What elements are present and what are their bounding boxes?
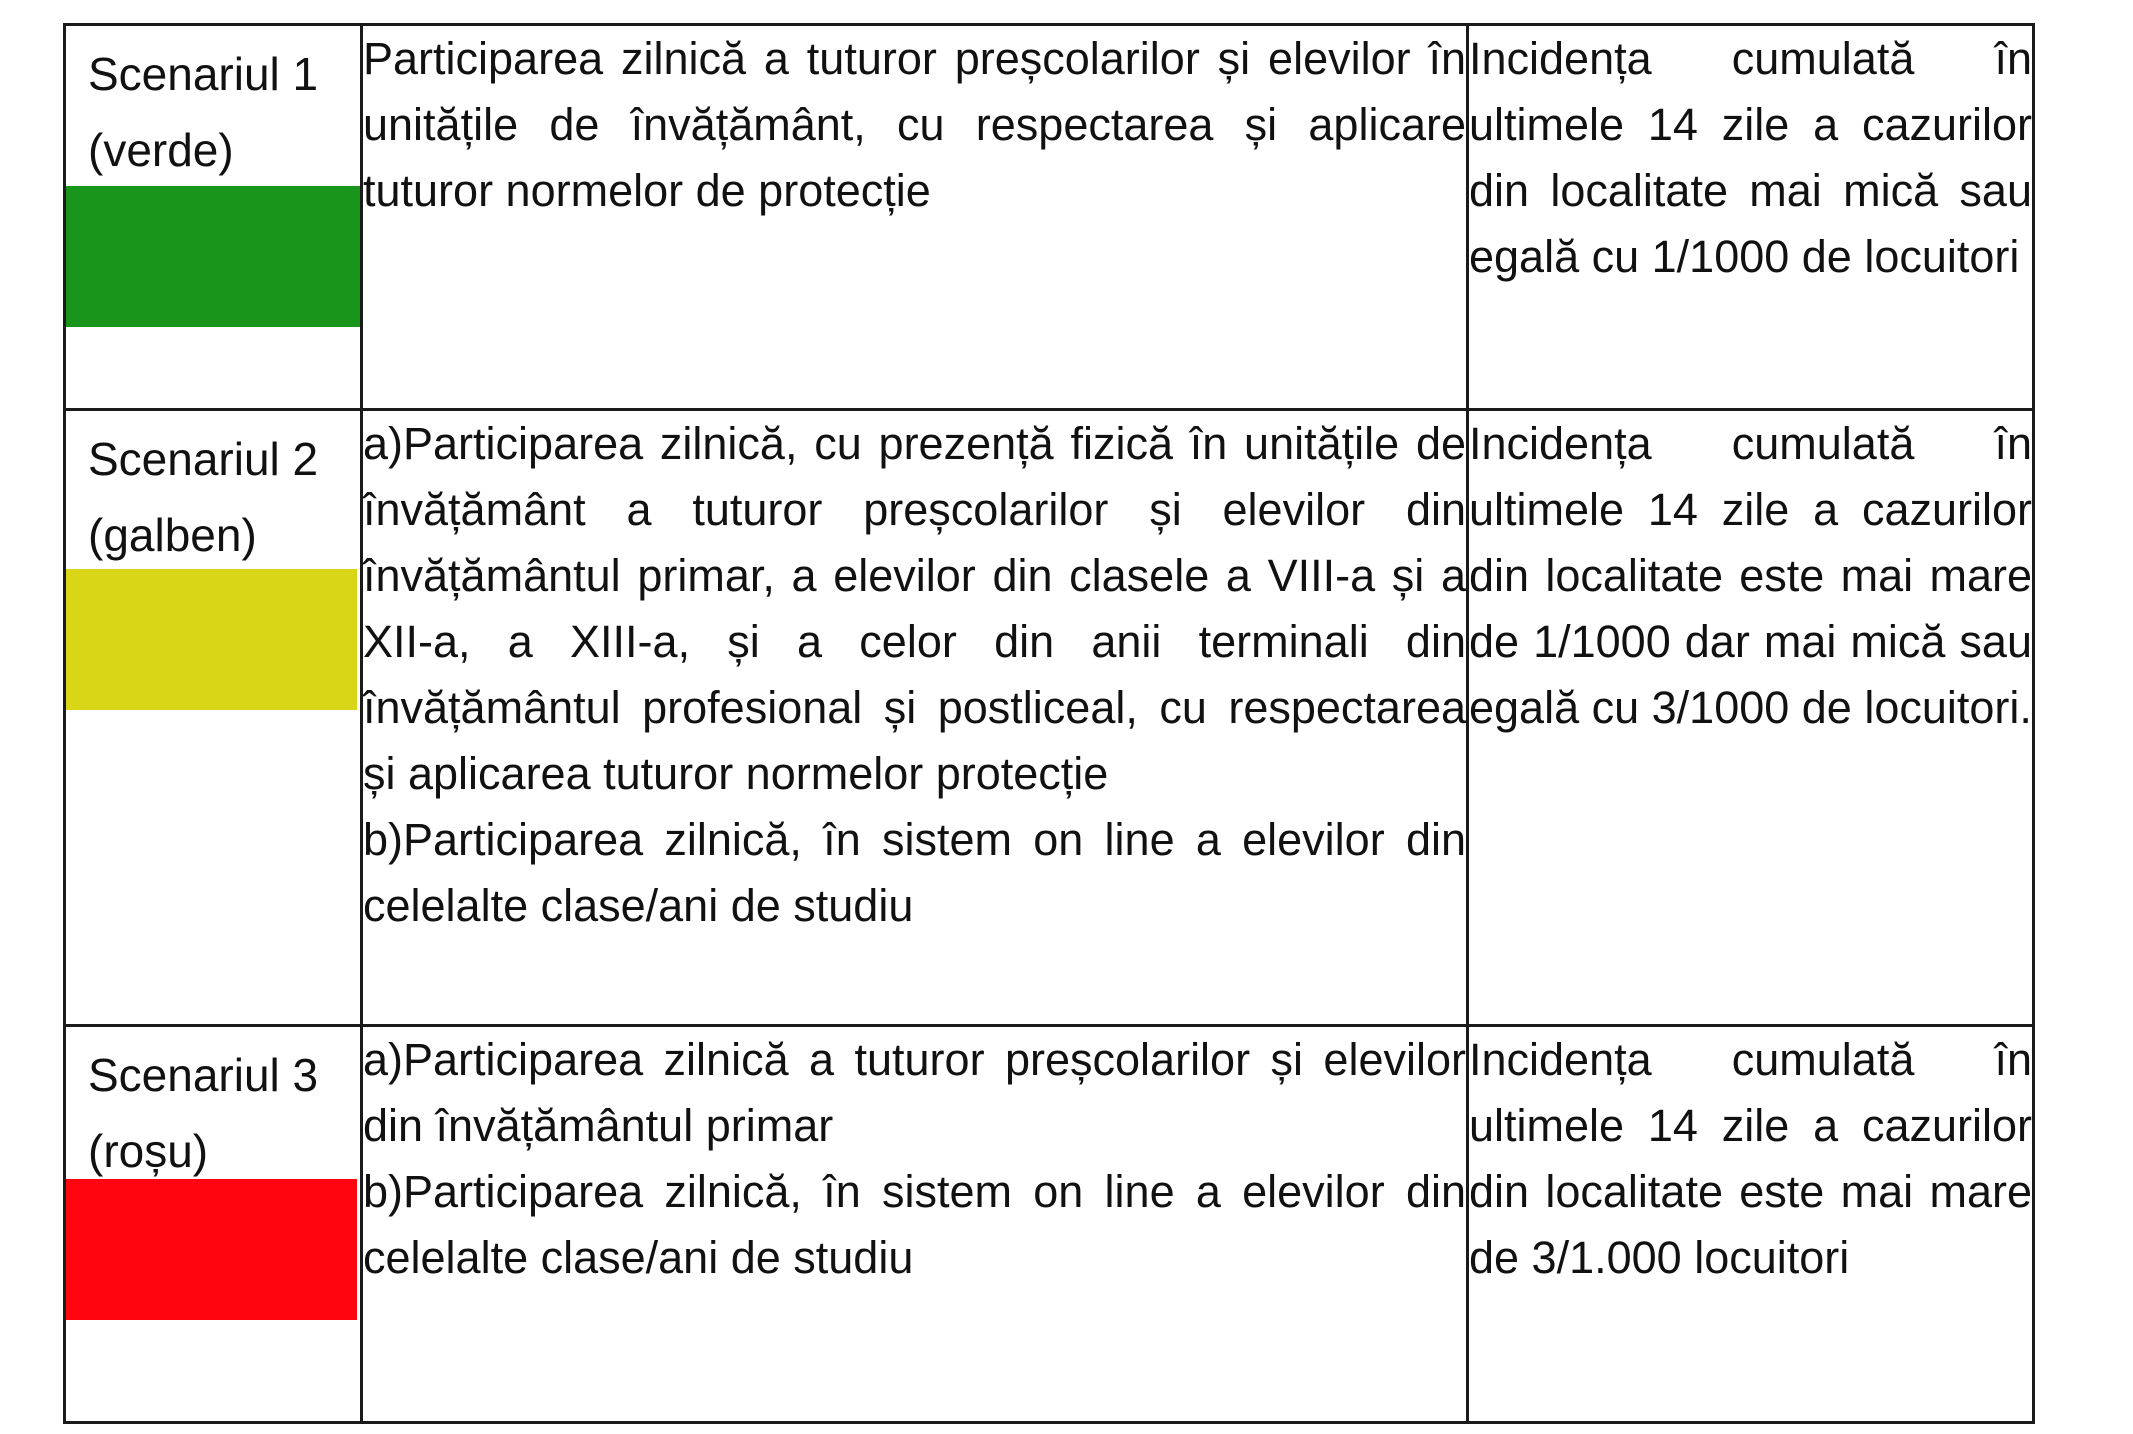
description-cell [362,1026,1468,1423]
yellow-color-swatch [66,569,357,710]
scenarios-table [63,23,2035,1424]
description-cell [362,410,1468,1026]
description-cell [362,25,1468,410]
scenario-color-name: (galben) [88,509,257,561]
incidence-cell: Incidența cumulată în ultimele 14 zile a cazurilor din localitate este mai mare de 3/1.000 locuitori [1468,1026,2034,1423]
description-paragraph: a)Participarea zilnică, cu prezență fizică în unitățile de învățământ a tuturor preșcolarilor și elevilor din învățământul primar, a elevilor din clasele a VIII-a și a XII-a, a XIII-a, și a celor din anii terminali din învățământul profesional și postliceal, cu respectarea și aplicarea tuturor normelor protecție [363,418,1466,799]
description-paragraph: b)Participarea zilnică, în sistem on line a elevilor din celelalte clase/ani de studiu [363,1166,1466,1283]
scenario-label [66,26,360,188]
scenario-cell [65,1026,362,1423]
incidence-cell: Incidența cumulată în ultimele 14 zile a cazurilor din localitate mai mică sau egală cu 1/1000 de locuitori [1468,25,2034,410]
table-row [65,25,2034,410]
scenario-color-name: (roșu) [88,1125,209,1177]
table-row [65,410,2034,1026]
description-paragraph: a)Participarea zilnică a tuturor preșcolarilor și elevilor din învățământul primar [363,1034,1466,1151]
description-paragraph: Participarea zilnică a tuturor preșcolarilor și elevilor în unitățile de învățământ, cu respectarea și aplicare tuturor normelor de protecție [363,33,1466,216]
description-paragraph: b)Participarea zilnică, în sistem on line a elevilor din celelalte clase/ani de studiu [363,814,1466,931]
scenario-label [66,1027,360,1189]
red-color-swatch [66,1179,357,1320]
incidence-cell: Incidența cumulată în ultimele 14 zile a cazurilor din localitate este mai mare de 1/1000 dar mai mică sau egală cu 3/1000 de locuitori. [1468,410,2034,1026]
scenario-title: Scenariul 1 [88,48,319,100]
scenario-cell [65,25,362,410]
green-color-swatch [66,186,360,327]
scenario-title: Scenariul 2 [88,433,319,485]
scenario-color-name: (verde) [88,124,234,176]
scenario-cell [65,410,362,1026]
scenario-label [66,411,360,573]
table-row [65,1026,2034,1423]
scenario-title: Scenariul 3 [88,1049,319,1101]
